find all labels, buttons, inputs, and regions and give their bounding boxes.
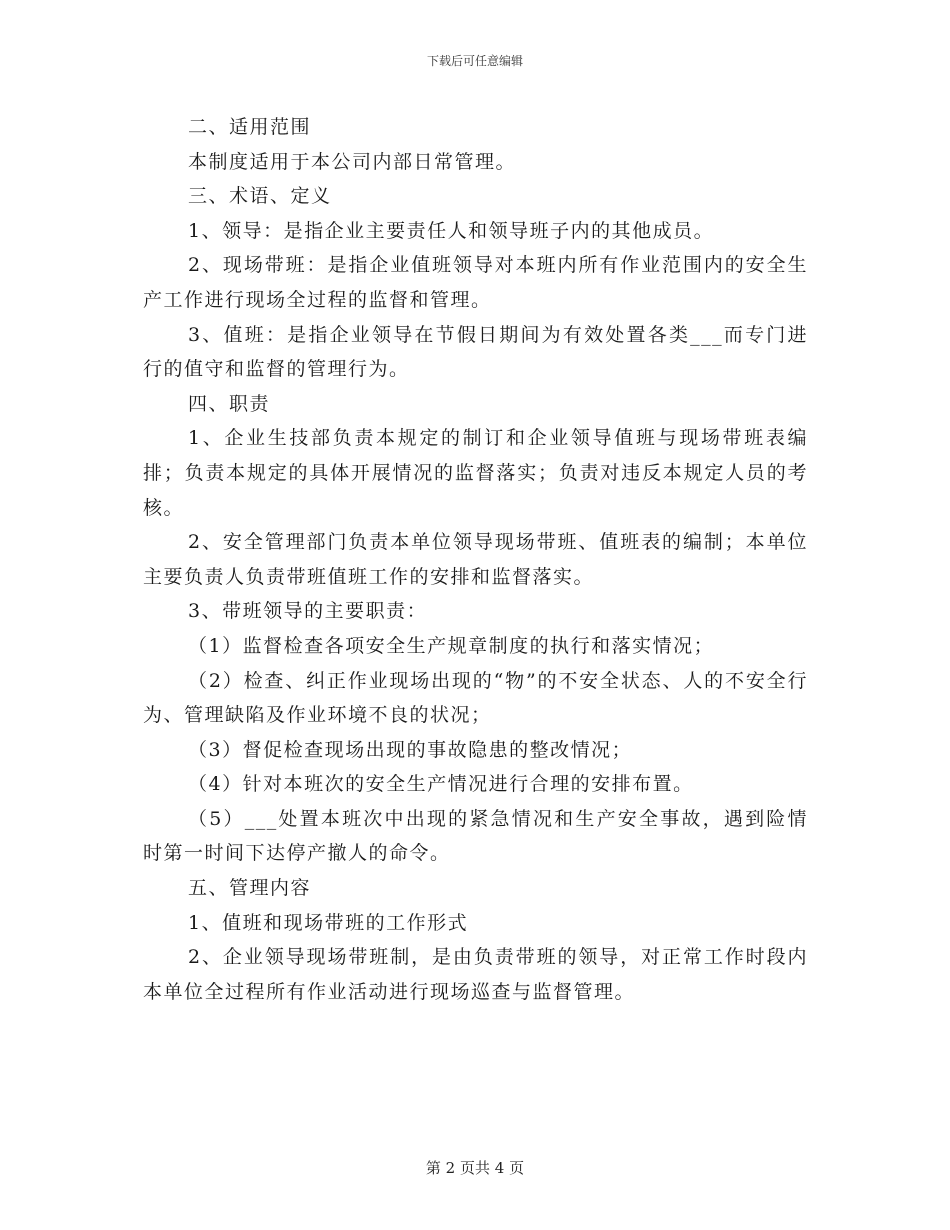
page-header: 下载后可任意编辑 [426,54,523,68]
paragraph-term-onsite-shift: 2、现场带班：是指企业值班领导对本班内所有作业范围内的安全生产工作进行现场全过程的监督和管理。 [143,254,808,311]
list-item-duty-3-3: （3）督促检查现场出现的事故隐患的整改情况； [188,738,633,761]
paragraph-term-duty: 3、值班：是指企业领导在节假日期间为有效处置各类___而专门进行的值守和监督的管理行为。 [143,323,808,381]
page-number: 第 2 页共 4 页 [425,1159,525,1177]
section-heading-management: 五、管理内容 [188,877,312,900]
paragraph-management-1: 1、值班和现场带班的工作形式 [188,911,469,934]
list-item-duty-3-4: （4）针对本班次的安全生产情况进行合理的安排布置。 [188,773,694,796]
section-heading-terms: 三、术语、定义 [188,185,332,208]
paragraph-duty-1: 1、企业生技部负责本规定的制订和企业领导值班与现场带班表编排；负责本规定的具体开展情况的监督落实；负责对违反本规定人员的考核。 [143,427,808,519]
paragraph-scope-text: 本制度适用于本公司内部日常管理。 [188,150,517,173]
paragraph-duty-2: 2、安全管理部门负责本单位领导现场带班、值班表的编制；本单位主要负责人负责带班值班工作的安排和监督落实。 [143,531,808,588]
list-item-duty-3-5: （5）___处置本班次中出现的紧急情况和生产安全事故，遇到险情时第一时间下达停产撤人的命令。 [143,807,808,865]
section-heading-duties: 四、职责 [188,392,271,415]
list-item-duty-3-1: （1）监督检查各项安全生产规章制度的执行和落实情况； [188,634,715,657]
paragraph-term-leader: 1、领导：是指企业主要责任人和领导班子内的其他成员。 [188,219,715,242]
document-body [143,110,808,1009]
paragraph-duty-3: 3、带班领导的主要职责： [188,600,428,623]
list-item-duty-3-2: （2）检查、纠正作业现场出现的“物”的不安全状态、人的不安全行为、管理缺陷及作业环境不良的状况； [143,669,808,727]
section-heading-scope: 二、适用范围 [188,116,312,138]
paragraph-management-2: 2、企业领导现场带班制，是由负责带班的领导，对正常工作时段内本单位全过程所有作业活动进行现场巡查与监督管理。 [143,946,808,1003]
